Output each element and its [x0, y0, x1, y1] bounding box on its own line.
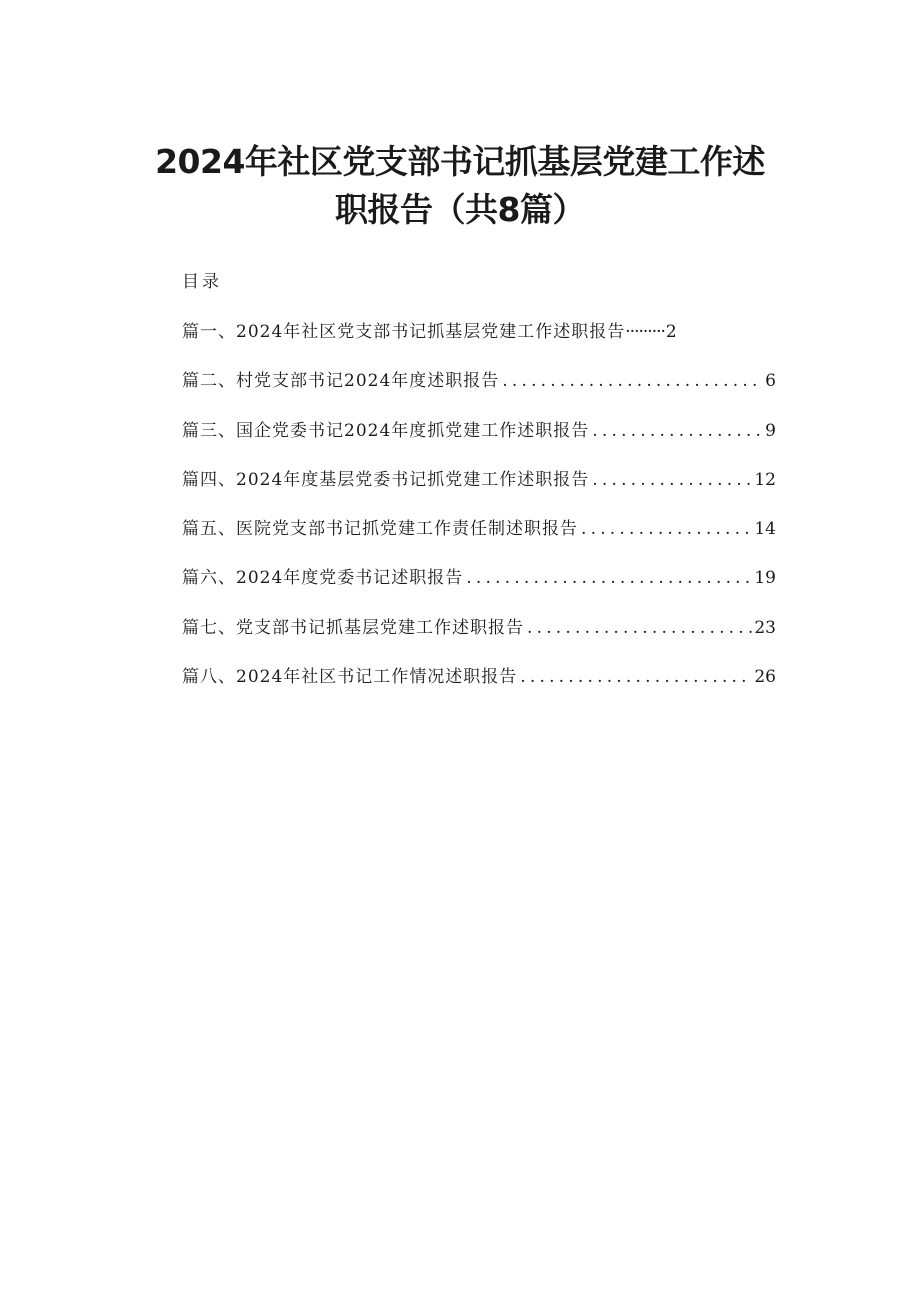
toc-dot-leader: [589, 418, 763, 444]
toc-entry-leader: ·········: [625, 322, 665, 342]
toc-dot-leader: [589, 467, 752, 493]
toc-entry[interactable]: [182, 467, 776, 516]
toc-entry-label: 篇三、国企党委书记2024年度抓党建工作述职报告: [182, 420, 590, 441]
toc-entry[interactable]: [182, 319, 776, 368]
toc-entry[interactable]: [182, 516, 776, 565]
toc-entry[interactable]: [182, 615, 776, 664]
document-title-line-2: 职报告（共8篇）: [335, 190, 585, 229]
toc-entry-page: 6: [765, 371, 776, 392]
toc-entry-label: 篇六、2024年度党委书记述职报告: [182, 568, 464, 589]
toc-dot-leader: [524, 615, 752, 641]
toc-dot-leader: [499, 368, 763, 394]
toc-dot-leader: [517, 664, 752, 690]
toc-entry-page: 14: [754, 519, 776, 540]
toc-entry-label: 篇四、2024年度基层党委书记抓党建工作述职报告: [182, 469, 590, 490]
toc-entry-page: 12: [754, 469, 776, 490]
document-title-line-1: 2024年社区党支部书记抓基层党建工作述: [155, 142, 765, 181]
toc-entry[interactable]: [182, 565, 776, 614]
table-of-contents: [182, 319, 776, 713]
toc-entry-page: 9: [765, 420, 776, 441]
toc-heading: 目录: [182, 272, 222, 292]
toc-entry-page: 2: [665, 322, 677, 342]
toc-entry[interactable]: [182, 664, 776, 713]
toc-entry-label: 篇五、医院党支部书记抓党建工作责任制述职报告: [182, 519, 578, 540]
toc-entry-page: 26: [754, 667, 776, 688]
toc-entry-label: 篇七、党支部书记抓基层党建工作述职报告: [182, 617, 524, 638]
toc-entry[interactable]: [182, 368, 776, 417]
toc-entry[interactable]: [182, 418, 776, 467]
toc-entry-label: 篇二、村党支部书记2024年度述职报告: [182, 371, 500, 392]
toc-entry-label: 篇一、2024年社区党支部书记抓基层党建工作述职报告: [182, 322, 626, 342]
toc-entry-page: 23: [754, 617, 776, 638]
toc-entry-label: 篇八、2024年社区书记工作情况述职报告: [182, 667, 518, 688]
toc-dot-leader: [578, 516, 752, 542]
toc-dot-leader: [463, 565, 752, 591]
toc-entry-page: 19: [754, 568, 776, 589]
